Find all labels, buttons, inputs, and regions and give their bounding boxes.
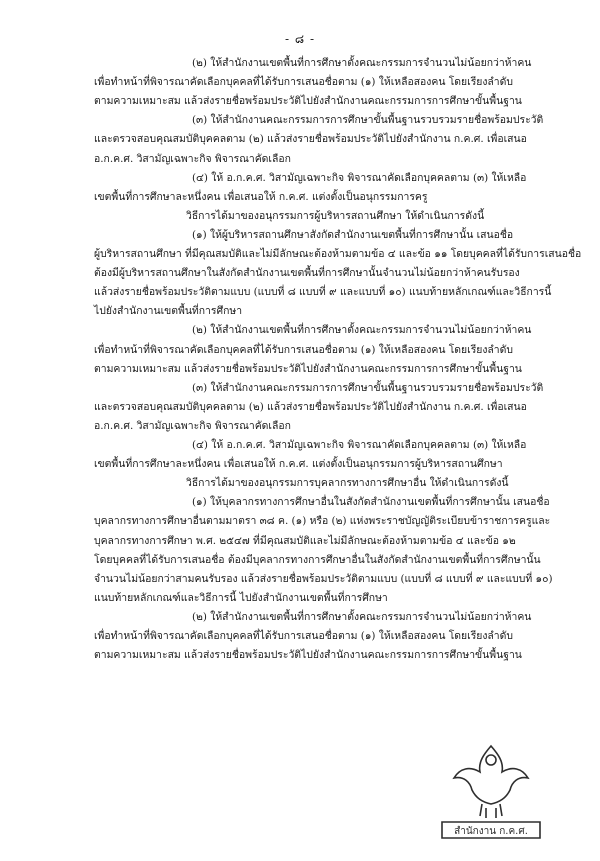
text-line: และตรวจสอบคุณสมบัติบุคคลตาม (๒) แล้วส่งรายชื่อพร้อมประวัติไปยังสำนักงาน ก.ค.ศ. เพื่อเสนอ: [94, 133, 527, 146]
text-line: และตรวจสอบคุณสมบัติบุคคลตาม (๒) แล้วส่งรายชื่อพร้อมประวัติไปยังสำนักงาน ก.ค.ศ. เพื่อเสนอ: [94, 400, 527, 413]
text-line: (๔) ให้ อ.ก.ค.ศ. วิสามัญเฉพาะกิจ พิจารณาคัดเลือกบุคคลตาม (๓) ให้เหลือ: [192, 439, 527, 451]
text-line: เพื่อทำหน้าที่พิจารณาคัดเลือกบุคคลที่ได้รับการเสนอชื่อตาม (๑) ให้เหลือสองคน โดยเรียงลำดับ: [94, 630, 513, 642]
text-line: บุคลากรทางการศึกษาอื่นตามมาตรา ๓๘ ค. (๑) หรือ (๒) แห่งพระราชบัญญัติระเบียบข้าราชการครูและ: [94, 515, 551, 528]
text-line: ผู้บริหารสถานศึกษา ที่มีคุณสมบัติและไม่มีลักษณะต้องห้ามตามข้อ ๔ และข้อ ๑๑ โดยบุคคลที่ได้รับการเสนอชื่อ: [94, 248, 582, 260]
text-line: อ.ก.ค.ศ. วิสามัญเฉพาะกิจ พิจารณาคัดเลือก: [94, 152, 291, 165]
text-line: เพื่อทำหน้าที่พิจารณาคัดเลือกบุคคลที่ได้รับการเสนอชื่อตาม (๑) ให้เหลือสองคน โดยเรียงลำดับ: [94, 343, 513, 356]
text-line: บุคลากรทางการศึกษา พ.ศ. ๒๕๔๗ ที่มีคุณสมบัติและไม่มีลักษณะต้องห้ามตามข้อ ๔ และข้อ ๑๒: [94, 534, 516, 547]
text-line: จำนวนไม่น้อยกว่าสามคนรับรอง แล้วส่งรายชื่อพร้อมประวัติตามแบบ (แบบที่ ๘ แบบที่ ๙ และแบบที่ ๑๐): [94, 572, 553, 585]
stamp-label: สำนักงาน ก.ค.ศ.: [454, 826, 528, 837]
text-line: (๓) ให้สำนักงานคณะกรรมการการศึกษาขั้นพื้นฐานรวบรวมรายชื่อพร้อมประวัติ: [192, 381, 544, 394]
text-line: ตามความเหมาะสม แล้วส่งรายชื่อพร้อมประวัติไปยังสำนักงานคณะกรรมการการศึกษาขั้นพื้นฐาน: [94, 362, 522, 375]
text-line: วิธีการได้มาของอนุกรรมการผู้บริหารสถานศึกษา ให้ดำเนินการดังนี้: [186, 209, 485, 222]
text-line: (๒) ให้สำนักงานเขตพื้นที่การศึกษาตั้งคณะกรรมการจำนวนไม่น้อยกว่าห้าคน: [192, 57, 532, 69]
text-line: โดยบุคคลที่ได้รับการเสนอชื่อ ต้องมีบุคลากรทางการศึกษาอื่นในสังกัดสำนักงานเขตพื้นที่การศึกษานั้น: [94, 553, 541, 566]
text-line: อ.ก.ค.ศ. วิสามัญเฉพาะกิจ พิจารณาคัดเลือก: [94, 419, 291, 432]
text-line: (๓) ให้สำนักงานคณะกรรมการการศึกษาขั้นพื้นฐานรวบรวมรายชื่อพร้อมประวัติ: [192, 114, 544, 127]
text-line: (๒) ให้สำนักงานเขตพื้นที่การศึกษาตั้งคณะกรรมการจำนวนไม่น้อยกว่าห้าคน: [192, 610, 532, 623]
text-line: (๔) ให้ อ.ก.ค.ศ. วิสามัญเฉพาะกิจ พิจารณาคัดเลือกบุคคลตาม (๓) ให้เหลือ: [192, 171, 527, 184]
text-line: เพื่อทำหน้าที่พิจารณาคัดเลือกบุคคลที่ได้รับการเสนอชื่อตาม (๑) ให้เหลือสองคน โดยเรียงลำดับ: [94, 76, 513, 89]
text-line: เขตพื้นที่การศึกษาละหนึ่งคน เพื่อเสนอให้ ก.ค.ศ. แต่งตั้งเป็นอนุกรรมการผู้บริหารสถานศึกษา: [94, 458, 503, 471]
text-line: ตามความเหมาะสม แล้วส่งรายชื่อพร้อมประวัติไปยังสำนักงานคณะกรรมการการศึกษาขั้นพื้นฐาน: [94, 649, 522, 662]
text-line: ต้องมีผู้บริหารสถานศึกษาในสังกัดสำนักงานเขตพื้นที่การศึกษานั้นจำนวนไม่น้อยกว่าห้าคนรับรอง: [94, 267, 520, 280]
office-seal-stamp: [436, 738, 546, 842]
text-line: วิธีการได้มาของอนุกรรมการบุคลากรทางการศึกษาอื่น ให้ดำเนินการดังนี้: [186, 477, 509, 490]
text-line: (๒) ให้สำนักงานเขตพื้นที่การศึกษาตั้งคณะกรรมการจำนวนไม่น้อยกว่าห้าคน: [192, 324, 532, 337]
text-line: แล้วส่งรายชื่อพร้อมประวัติตามแบบ (แบบที่ ๘ แบบที่ ๙ และแบบที่ ๑๐) แนบท้ายหลักเกณฑ์และวิธีการนี้: [94, 286, 552, 299]
text-line: ไปยังสำนักงานเขตพื้นที่การศึกษา: [94, 305, 243, 318]
text-line: แนบท้ายหลักเกณฑ์และวิธีการนี้ ไปยังสำนักงานเขตพื้นที่การศึกษา: [94, 591, 388, 604]
text-line: ตามความเหมาะสม แล้วส่งรายชื่อพร้อมประวัติไปยังสำนักงานคณะกรรมการการศึกษาขั้นพื้นฐาน: [94, 95, 522, 108]
text-line: เขตพื้นที่การศึกษาละหนึ่งคน เพื่อเสนอให้ ก.ค.ศ. แต่งตั้งเป็นอนุกรรมการครู: [94, 190, 428, 203]
text-line: (๑) ให้บุคลากรทางการศึกษาอื่นในสังกัดสำนักงานเขตพื้นที่การศึกษานั้น เสนอชื่อ: [192, 496, 550, 509]
page-number: - ๘ -: [285, 32, 315, 46]
text-line: (๑) ให้ผู้บริหารสถานศึกษาสังกัดสำนักงานเขตพื้นที่การศึกษานั้น เสนอชื่อ: [192, 228, 514, 241]
